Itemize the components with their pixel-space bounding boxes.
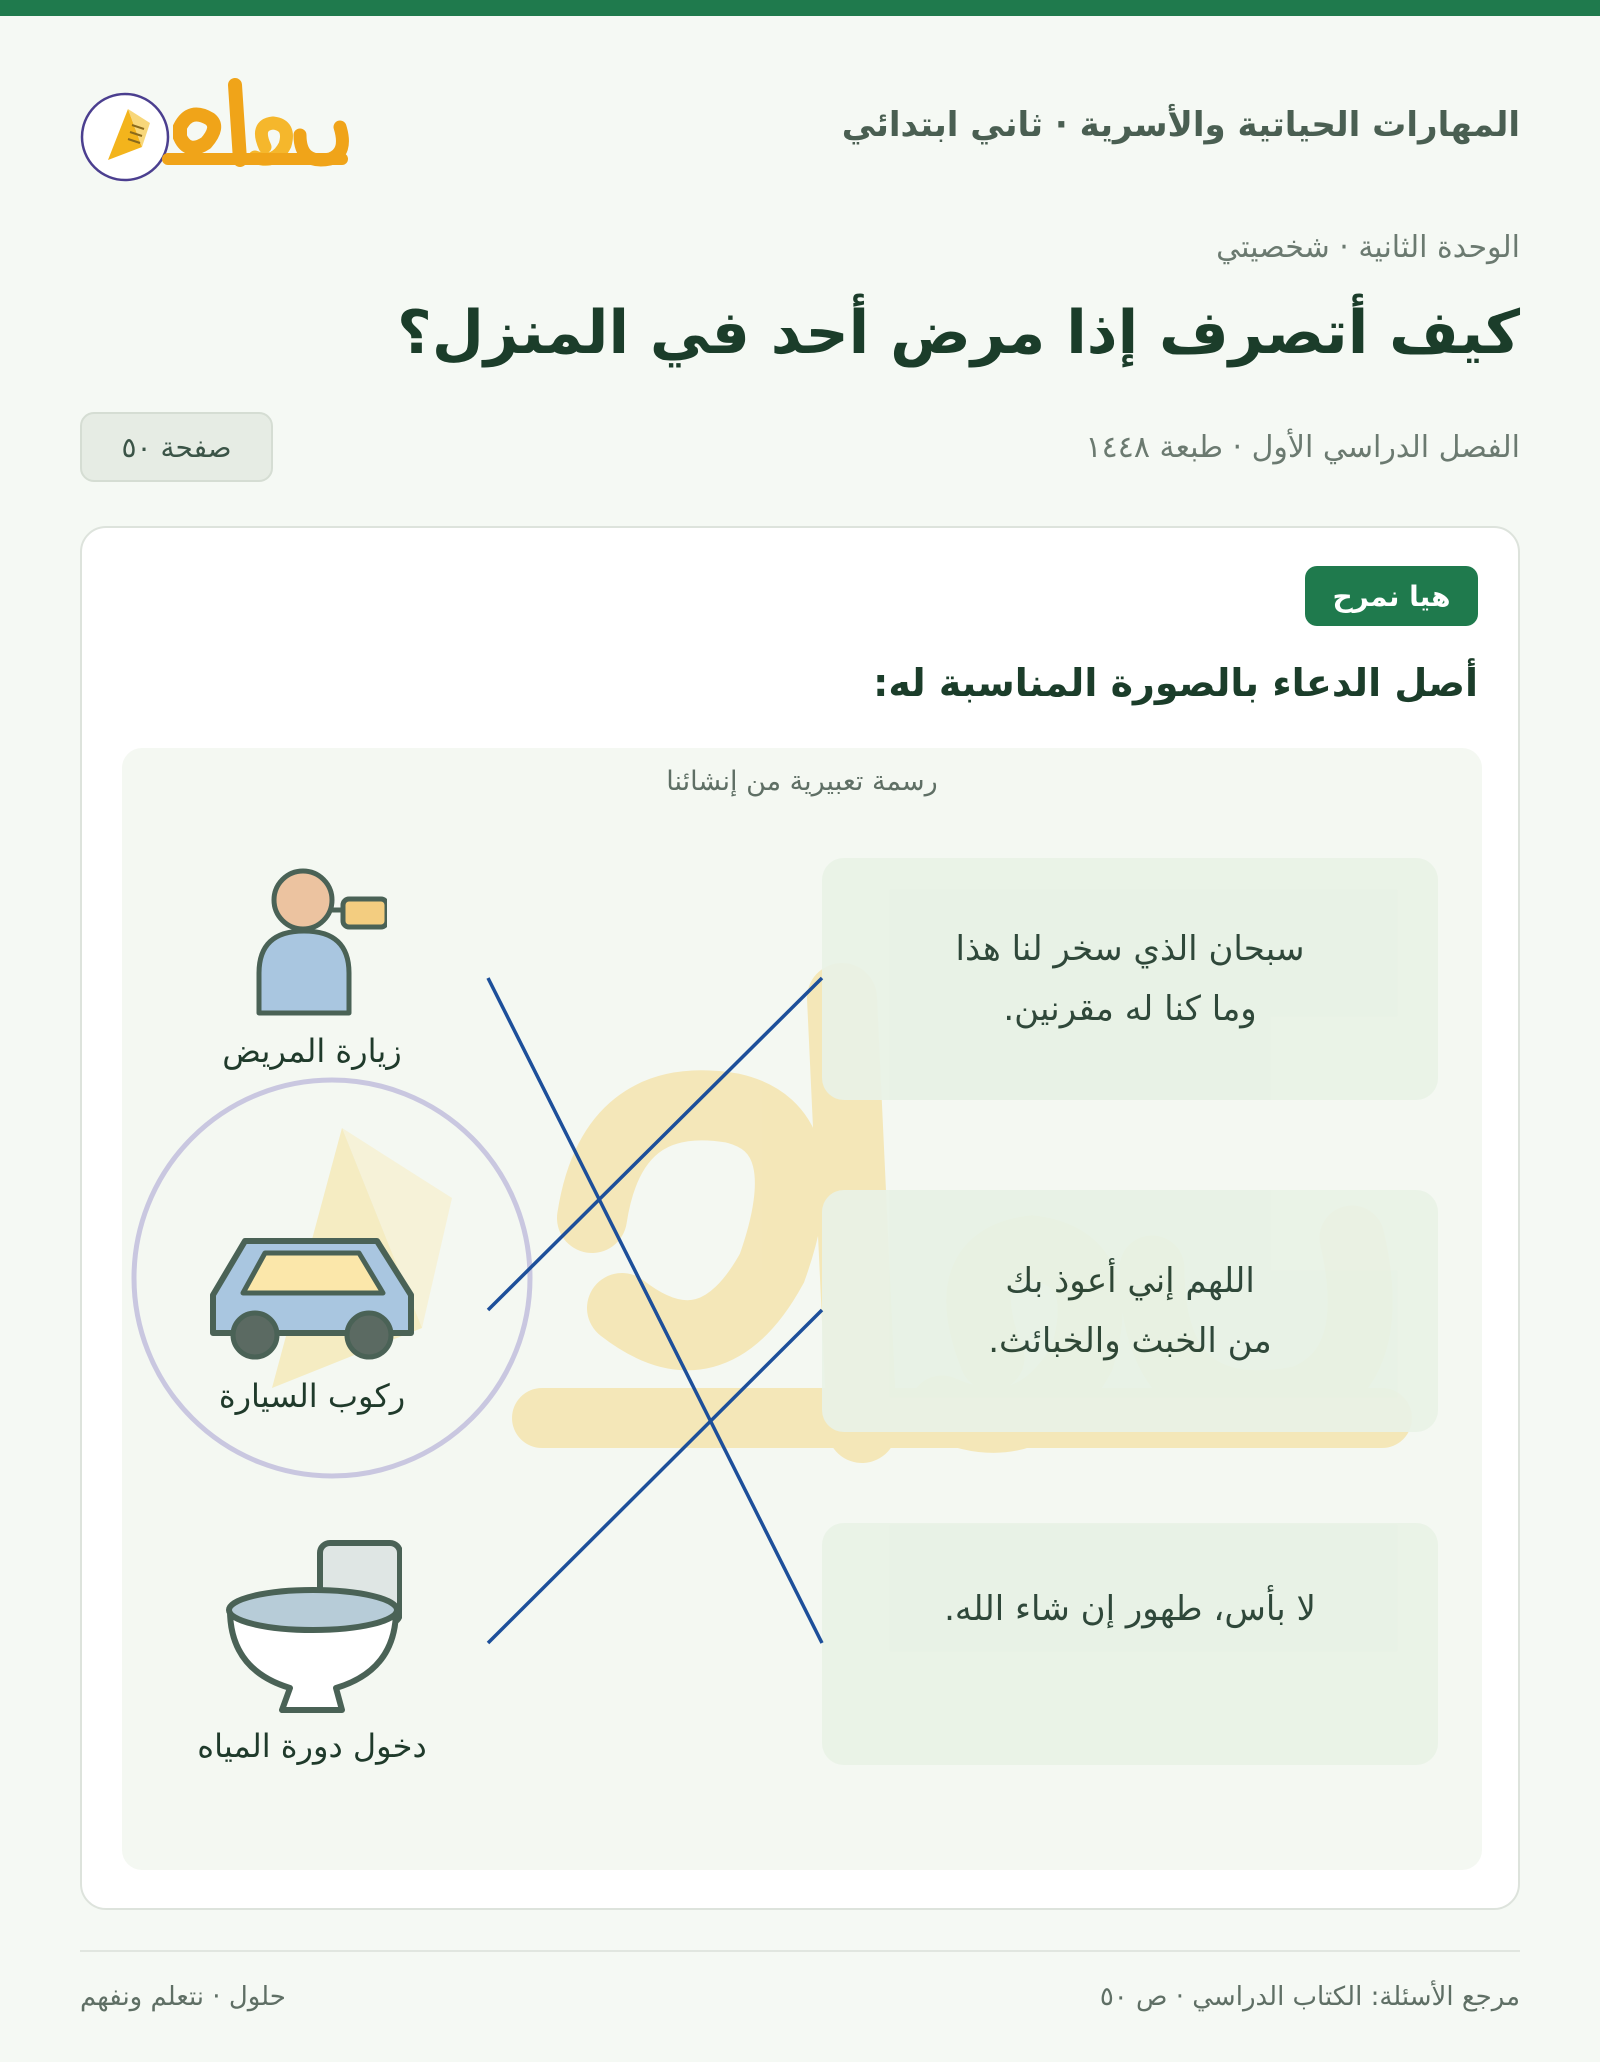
term-line: الفصل الدراسي الأول · طبعة ١٤٤٨ [1085, 430, 1520, 465]
illustration-caption: رسمة تعبيرية من إنشائنا [666, 766, 938, 797]
match-line-1 [488, 978, 822, 1310]
picture-label-2: ركوب السيارة [218, 1377, 406, 1415]
footer-divider [80, 1950, 1520, 1952]
page-badge: صفحة ٥٠ [80, 412, 273, 482]
footer-brand: حلول · نتعلم ونفهم [80, 1982, 286, 2012]
picture-label-1: زيارة المريض [222, 1032, 402, 1070]
match-line-2 [488, 1310, 822, 1643]
unit-line: الوحدة الثانية · شخصيتي [1216, 230, 1520, 265]
picture-label-3: دخول دورة المياه [197, 1727, 427, 1765]
hulul-logo-icon [80, 65, 360, 185]
dua-text-2: اللهم إني أعوذ بك من الخبث والخبائث. [988, 1261, 1272, 1361]
lesson-title: كيف أتصرف إذا مرض أحد في المنزل؟ [397, 298, 1520, 368]
dua-text-1: سبحان الذي سخر لنا هذا وما كنا له مقرنين. [955, 929, 1305, 1029]
dua-text-3: لا بأس، طهور إن شاء الله. [944, 1589, 1316, 1629]
subject-title: المهارات الحياتية والأسرية · ثاني ابتدائي [841, 105, 1520, 145]
activity-card [80, 526, 1520, 1910]
match-line-3 [488, 978, 822, 1643]
footer-reference: مرجع الأسئلة: الكتاب الدراسي · ص ٥٠ [1099, 1982, 1520, 2012]
activity-instruction: أصل الدعاء بالصورة المناسبة له: [873, 661, 1478, 705]
matching-lines [122, 748, 1482, 1870]
page-header [80, 60, 1520, 190]
matching-exercise [122, 748, 1482, 1870]
activity-badge: هيا نمرح [1305, 566, 1478, 626]
top-accent-bar [0, 0, 1600, 16]
